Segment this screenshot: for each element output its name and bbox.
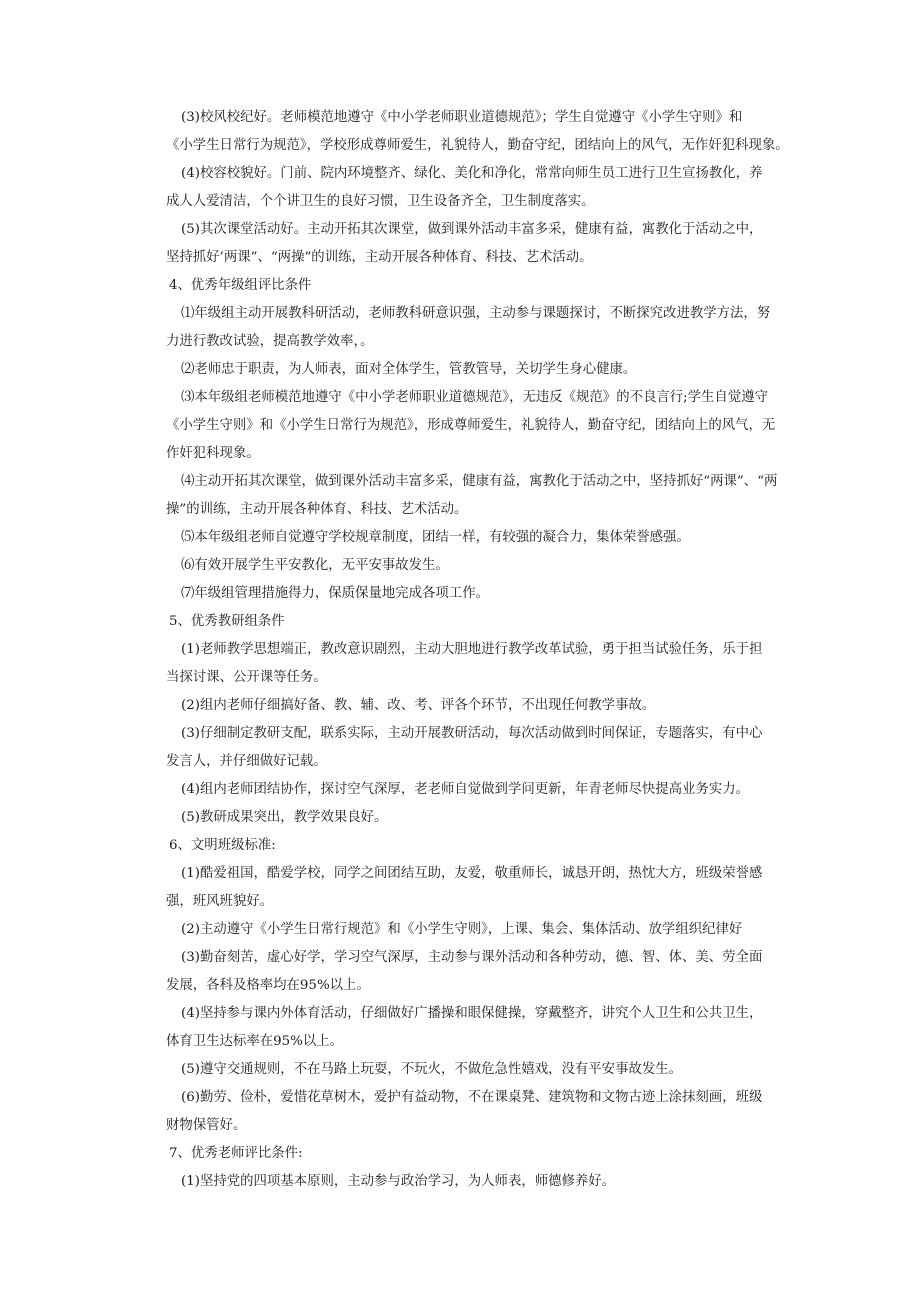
paragraph-line: (4)坚持参与课内外体育活动，仔细做好广播操和眼保健操，穿戴整齐，讲究个人卫生和公共卫生， xyxy=(181,1006,763,1021)
paragraph-line: ⑹有效开展学生平安教化，无平安事故发生。 xyxy=(181,558,449,573)
paragraph-line: 体育卫生达标率在95%以上。 xyxy=(166,1034,344,1049)
paragraph-line: 成人人爱清洁，个个讲卫生的良好习惯，卫生设备齐全，卫生制度落实。 xyxy=(166,194,595,209)
paragraph-line: (4)组内老师团结协作，探讨空气深厚，老老师自觉做到学问更新，年青老师尽快提高业务实力。 xyxy=(181,782,749,797)
paragraph-line: (3)校风校纪好。老师模范地遵守《中小学老师职业道德规范》；学生自觉遵守《小学生守则》和 xyxy=(181,110,743,125)
paragraph-line: ⑴年级组主动开展教科研活动，老师教科研意识强，主动参与课题探讨，不断探究改进教学方法，努 xyxy=(181,306,771,321)
paragraph-line: (2)主动遵守《小学生日常行规范》和《小学生守则》，上课、集会、集体活动、放学组织纪律好 xyxy=(181,922,743,937)
section-heading: 5、优秀教研组条件 xyxy=(169,614,285,629)
paragraph-line: 当探讨课、公开课等任务。 xyxy=(166,670,327,685)
paragraph-line: (3)仔细制定教研支配，联系实际，主动开展教研活动，每次活动做到时间保证，专题落实，有中心 xyxy=(181,726,763,741)
paragraph-line: 《小学生守则》和《小学生日常行为规范》，形成尊师爱生，礼貌待人，勤奋守纪，团结向上的风气，无 xyxy=(166,418,776,433)
paragraph-line: 强，班风班貌好。 xyxy=(166,894,274,909)
paragraph-line: 作奸犯科现象。 xyxy=(166,446,260,461)
paragraph-line: 发展，各科及格率均在95%以上。 xyxy=(166,978,370,993)
paragraph-line: ⑸本年级组老师自觉遵守学校规章制度，团结一样，有较强的凝合力，集体荣誉感强。 xyxy=(181,530,690,545)
paragraph-line: ⑶本年级组老师模范地遵守《中小学老师职业道德规范》，无违反《规范》的不良言行;学生自觉遵守 xyxy=(181,390,768,405)
paragraph-line: (4)校容校貌好。门前、院内环境整齐、绿化、美化和净化，常常向师生员工进行卫生宣扬教化，养 xyxy=(181,166,763,181)
paragraph-line: (1)老师教学思想端正，教改意识剧烈，主动大胆地进行教学改革试验，勇于担当试验任务，乐于担 xyxy=(181,642,763,657)
paragraph-line: ⑷主动开拓其次课堂，做到课外活动丰富多采，健康有益，寓教化于活动之中，坚持抓好“两课”、“两 xyxy=(181,474,778,489)
paragraph-line: (3)勤奋刻苦，虚心好学，学习空气深厚，主动参与课外活动和各种劳动，德、智、体、美、劳全面 xyxy=(181,950,763,965)
paragraph-line: (5)遵守交通规则，不在马路上玩耍，不玩火，不做危急性嬉戏，没有平安事故发生。 xyxy=(181,1062,683,1077)
paragraph-line: (2)组内老师仔细搞好备、教、辅、改、考、评各个环节，不出现任何教学事故。 xyxy=(181,698,656,713)
paragraph-line: ⑵老师忠于职责，为人师表，面对全体学生，管教管导，关切学生身心健康。 xyxy=(181,362,637,377)
paragraph-line: (5)教研成果突出，教学效果良好。 xyxy=(181,810,388,825)
paragraph-line: 发言人，并仔细做好记载。 xyxy=(166,754,327,769)
paragraph-line: (1)酷爱祖国，酷爱学校，同学之间团结互助，友爱，敬重师长，诚恳开朗，热忱大方，班级荣誉感 xyxy=(181,866,763,881)
paragraph-line: 财物保管好。 xyxy=(166,1118,247,1133)
paragraph-line: 坚持抓好’两课”、“两操”的训练，主动开展各种体育、科技、艺术活动。 xyxy=(166,250,593,265)
paragraph-line: (1)坚持党的四项基本原则，主动参与政治学习，为人师表，师德修养好。 xyxy=(181,1174,616,1189)
section-heading: 6、文明班级标准: xyxy=(169,838,276,853)
section-heading: 7、优秀老师评比条件: xyxy=(169,1146,303,1161)
paragraph-line: 操”的训练，主动开展各种体育、科技、艺术活动。 xyxy=(166,502,468,517)
section-heading: 4、优秀年级组评比条件 xyxy=(169,278,312,293)
paragraph-line: ⑺年级组管理措施得力，保质保量地完成各项工作。 xyxy=(181,586,489,601)
document-body xyxy=(0,104,920,1196)
paragraph-line: 力进行教改试验，提高教学效率，。 xyxy=(166,334,374,349)
paragraph-line: (6)勤劳、俭朴，爱惜花草树木，爱护有益动物，不在课桌凳、建筑物和文物古迹上涂抹刻画，班级 xyxy=(181,1090,763,1105)
paragraph-line: 《小学生日常行为规范》，学校形成尊师爱生，礼貌待人，勤奋守纪，团结向上的风气，无作奸犯科现象。 xyxy=(166,138,789,153)
paragraph-line: (5)其次课堂活动好。主动开拓其次课堂，做到课外活动丰富多采，健康有益，寓教化于活动之中， xyxy=(181,222,763,237)
